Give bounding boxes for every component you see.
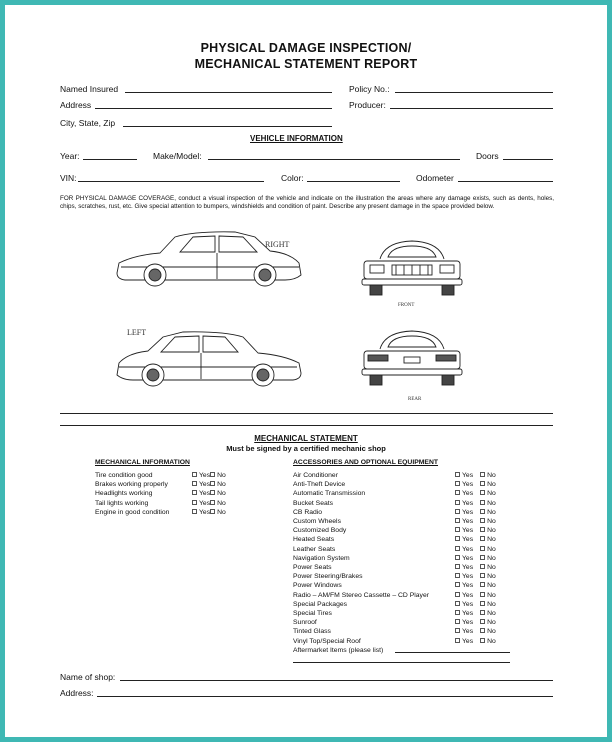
yes-checkbox[interactable]: [455, 535, 473, 544]
form-title-line-1: PHYSICAL DAMAGE INSPECTION/: [200, 41, 412, 55]
checkbox-square-icon[interactable]: [455, 536, 460, 541]
checkbox-square-icon[interactable]: [480, 638, 485, 643]
yes-checkbox[interactable]: [455, 554, 473, 563]
checkbox-square-icon[interactable]: [192, 481, 197, 486]
rear-view-label: REAR: [408, 397, 422, 402]
accessory-row: [293, 554, 496, 563]
accessory-row: [293, 508, 496, 517]
damage-description-line-2[interactable]: [60, 425, 553, 426]
info-row: [95, 480, 226, 489]
yes-checkbox[interactable]: [192, 489, 210, 498]
checkbox-square-icon[interactable]: [455, 490, 460, 495]
checkbox-square-icon[interactable]: [480, 555, 485, 560]
checkbox-square-icon[interactable]: [455, 628, 460, 633]
checkbox-square-icon[interactable]: [192, 472, 197, 477]
checkbox-square-icon[interactable]: [210, 509, 215, 514]
no-option-label: No: [487, 545, 496, 553]
make-model-field[interactable]: [208, 151, 460, 160]
checkbox-square-icon[interactable]: [192, 500, 197, 505]
mechanical-statement-heading: MECHANICAL STATEMENT: [254, 434, 358, 443]
accessory-label: Power Steering/Brakes: [293, 573, 363, 581]
no-checkbox[interactable]: [480, 581, 496, 590]
info-row: [95, 499, 226, 508]
info-label: Brakes working properly: [95, 481, 168, 489]
mechanical-info-list: [95, 471, 226, 517]
yes-checkbox[interactable]: [192, 480, 210, 489]
no-checkbox[interactable]: [480, 609, 496, 618]
accessory-row: [293, 535, 496, 544]
checkbox-square-icon[interactable]: [210, 472, 215, 477]
policy-no-label: Policy No.:: [349, 84, 390, 94]
yes-checkbox[interactable]: [455, 618, 473, 627]
no-checkbox[interactable]: [480, 508, 496, 517]
yes-option-label: Yes: [462, 472, 474, 479]
accessory-row: [293, 618, 496, 627]
checkbox-square-icon[interactable]: [480, 546, 485, 551]
accessory-label: Customized Body: [293, 527, 347, 535]
accessory-label: Automatic Transmission: [293, 490, 366, 498]
accessory-row: [293, 489, 496, 498]
no-option-label: No: [487, 637, 496, 645]
checkbox-square-icon[interactable]: [455, 546, 460, 551]
checkbox-square-icon[interactable]: [192, 509, 197, 514]
yes-checkbox[interactable]: [455, 627, 473, 636]
info-label: Tire condition good: [95, 472, 153, 479]
no-checkbox[interactable]: [480, 480, 496, 489]
accessory-label: Leather Seats: [293, 545, 336, 553]
form-page: [5, 5, 607, 737]
no-option-label: No: [217, 490, 226, 498]
checkbox-square-icon[interactable]: [480, 582, 485, 587]
accessory-label: Radio – AM/FM Stereo Cassette – CD Player: [293, 591, 429, 599]
yes-checkbox[interactable]: [192, 508, 210, 517]
checkbox-square-icon[interactable]: [480, 490, 485, 495]
no-checkbox[interactable]: [480, 563, 496, 572]
checkbox-square-icon[interactable]: [455, 582, 460, 587]
yes-option-label: Yes: [199, 490, 211, 498]
address-field[interactable]: [95, 100, 332, 109]
yes-checkbox[interactable]: [455, 480, 473, 489]
yes-option-label: Yes: [462, 554, 474, 562]
yes-checkbox[interactable]: [455, 563, 473, 572]
checkbox-square-icon[interactable]: [210, 481, 215, 486]
yes-checkbox[interactable]: [455, 591, 473, 600]
accessory-label: Tinted Glass: [293, 628, 331, 636]
no-checkbox[interactable]: [480, 526, 496, 535]
no-option-label: No: [487, 499, 496, 507]
yes-checkbox[interactable]: [455, 508, 473, 517]
car-front-view: [362, 241, 462, 295]
year-label: Year:: [60, 151, 80, 161]
named-insured-label: Named Insured: [60, 84, 119, 94]
right-view-label: RIGHT: [265, 240, 290, 249]
yes-checkbox[interactable]: [455, 581, 473, 590]
yes-option-label: Yes: [462, 490, 474, 498]
no-checkbox[interactable]: [480, 517, 496, 526]
yes-option-label: Yes: [462, 518, 474, 526]
yes-option-label: Yes: [462, 619, 474, 627]
no-option-label: No: [487, 536, 496, 544]
yes-option-label: Yes: [462, 637, 474, 645]
accessory-label: Anti-Theft Device: [293, 481, 346, 489]
checkbox-square-icon[interactable]: [455, 509, 460, 514]
no-option-label: No: [217, 499, 226, 507]
yes-option-label: Yes: [199, 481, 211, 489]
damage-description-line-1[interactable]: [60, 413, 553, 414]
no-option-label: No: [217, 508, 226, 516]
checkbox-square-icon[interactable]: [455, 555, 460, 560]
accessory-row: [293, 600, 496, 609]
checkbox-square-icon[interactable]: [480, 500, 485, 505]
yes-option-label: Yes: [462, 527, 474, 535]
aftermarket-items-field-2[interactable]: [293, 655, 510, 663]
address-label: Address: [60, 100, 92, 110]
left-view-label: LEFT: [127, 328, 147, 337]
accessory-label: Custom Wheels: [293, 518, 341, 526]
checkbox-square-icon[interactable]: [480, 564, 485, 569]
checkbox-square-icon[interactable]: [480, 481, 485, 486]
info-label: Engine in good condition: [95, 508, 170, 516]
checkbox-square-icon[interactable]: [480, 573, 485, 578]
yes-option-label: Yes: [462, 545, 474, 553]
accessory-row: [293, 563, 496, 572]
color-label: Color:: [281, 173, 304, 183]
checkbox-square-icon[interactable]: [480, 527, 485, 532]
yes-option-label: Yes: [199, 508, 211, 516]
mechanical-statement-subheading: Must be signed by a certified mechanic shop: [226, 444, 386, 453]
no-option-label: No: [487, 600, 496, 608]
yes-checkbox[interactable]: [455, 545, 473, 554]
yes-checkbox[interactable]: [455, 526, 473, 535]
no-option-label: No: [487, 481, 496, 489]
no-option-label: No: [487, 472, 496, 479]
yes-checkbox[interactable]: [455, 572, 473, 581]
checkbox-square-icon[interactable]: [455, 592, 460, 597]
no-checkbox[interactable]: [210, 480, 226, 489]
no-checkbox[interactable]: [480, 471, 496, 480]
accessory-row: [293, 591, 496, 600]
checkbox-square-icon[interactable]: [192, 490, 197, 495]
no-checkbox[interactable]: [480, 499, 496, 508]
policy-no-field[interactable]: [395, 84, 553, 93]
no-option-label: No: [487, 564, 496, 572]
accessory-label: Special Tires: [293, 610, 332, 618]
no-checkbox[interactable]: [480, 489, 496, 498]
inspection-instructions: FOR PHYSICAL DAMAGE COVERAGE, conduct a visual inspection of the vehicle and indicate on the illustration the areas where any damage exists, such as dents, holes, chips, scratches, rust, etc. Give special attention to bumpers, windshields and condition of paint. Describe any present damage in the space provided below.: [60, 195, 554, 211]
no-checkbox[interactable]: [210, 499, 226, 508]
accessory-label: Special Packages: [293, 600, 348, 608]
accessory-label: Power Seats: [293, 564, 332, 572]
accessory-row: [293, 517, 496, 526]
yes-checkbox[interactable]: [455, 517, 473, 526]
checkbox-square-icon[interactable]: [210, 490, 215, 495]
producer-field[interactable]: [390, 100, 553, 109]
front-view-label: FRONT: [398, 303, 415, 308]
accessory-row: [293, 609, 496, 618]
accessory-row: [293, 581, 496, 590]
make-model-label: Make/Model:: [153, 151, 202, 161]
no-checkbox[interactable]: [210, 508, 226, 517]
yes-option-label: Yes: [462, 508, 474, 516]
no-option-label: No: [487, 518, 496, 526]
info-row: [95, 489, 226, 498]
yes-checkbox[interactable]: [455, 600, 473, 609]
checkbox-square-icon[interactable]: [455, 527, 460, 532]
checkbox-square-icon[interactable]: [455, 564, 460, 569]
named-insured-field[interactable]: [125, 84, 332, 93]
yes-option-label: Yes: [462, 499, 474, 507]
no-checkbox[interactable]: [210, 489, 226, 498]
vehicle-damage-diagram[interactable]: [105, 225, 485, 405]
accessory-label: Bucket Seats: [293, 499, 334, 507]
yes-option-label: Yes: [199, 499, 211, 507]
accessory-label: Air Conditioner: [293, 472, 338, 479]
car-rear-view: [362, 331, 462, 385]
accessory-row: [293, 627, 496, 636]
car-left-side: [117, 332, 301, 386]
accessories-list: [293, 471, 496, 646]
accessory-row: [293, 526, 496, 535]
yes-checkbox[interactable]: [192, 499, 210, 508]
no-option-label: No: [487, 591, 496, 599]
no-option-label: No: [487, 490, 496, 498]
form-title-line-2: MECHANICAL STATEMENT REPORT: [194, 57, 418, 71]
checkbox-square-icon[interactable]: [455, 472, 460, 477]
checkbox-square-icon[interactable]: [480, 610, 485, 615]
checkbox-square-icon[interactable]: [455, 518, 460, 523]
accessories-heading: ACCESSORIES AND OPTIONAL EQUIPMENT: [293, 459, 439, 466]
no-option-label: No: [487, 628, 496, 636]
yes-checkbox[interactable]: [455, 489, 473, 498]
checkbox-square-icon[interactable]: [480, 518, 485, 523]
info-row: [95, 508, 226, 517]
accessory-label: Heated Seats: [293, 536, 335, 544]
vin-field[interactable]: [78, 173, 264, 182]
no-option-label: No: [217, 472, 226, 479]
checkbox-square-icon[interactable]: [480, 601, 485, 606]
doors-field[interactable]: [503, 151, 553, 160]
no-option-label: No: [487, 610, 496, 618]
no-checkbox[interactable]: [480, 545, 496, 554]
yes-option-label: Yes: [462, 591, 474, 599]
no-option-label: No: [487, 508, 496, 516]
no-option-label: No: [487, 554, 496, 562]
yes-checkbox[interactable]: [455, 499, 473, 508]
checkbox-square-icon[interactable]: [480, 472, 485, 477]
info-label: Headlights working: [95, 490, 153, 498]
yes-option-label: Yes: [462, 564, 474, 572]
checkbox-square-icon[interactable]: [480, 592, 485, 597]
yes-option-label: Yes: [462, 582, 474, 590]
odometer-field[interactable]: [458, 173, 553, 182]
checkbox-square-icon[interactable]: [455, 481, 460, 486]
info-label: Tail lights working: [95, 499, 149, 507]
checkbox-square-icon[interactable]: [480, 619, 485, 624]
checkbox-square-icon[interactable]: [455, 638, 460, 643]
doors-label: Doors: [476, 151, 499, 161]
shop-name-field[interactable]: [120, 672, 553, 681]
checkbox-square-icon[interactable]: [455, 610, 460, 615]
accessory-label: Navigation System: [293, 554, 350, 562]
checkbox-square-icon[interactable]: [210, 500, 215, 505]
year-field[interactable]: [83, 151, 137, 160]
yes-option-label: Yes: [462, 481, 474, 489]
accessory-label: CB Radio: [293, 508, 323, 516]
accessory-row: [293, 499, 496, 508]
accessory-label: Sunroof: [293, 619, 317, 627]
no-option-label: No: [487, 527, 496, 535]
yes-checkbox[interactable]: [455, 471, 473, 480]
no-checkbox[interactable]: [210, 471, 226, 480]
accessory-row: [293, 572, 496, 581]
accessory-label: Vinyl Top/Special Roof: [293, 637, 361, 645]
no-option-label: No: [217, 481, 226, 489]
yes-checkbox[interactable]: [192, 471, 210, 480]
no-option-label: No: [487, 582, 496, 590]
checkbox-square-icon[interactable]: [455, 619, 460, 624]
no-option-label: No: [487, 573, 496, 581]
yes-option-label: Yes: [462, 610, 474, 618]
accessory-row: [293, 471, 496, 480]
vin-label: VIN:: [60, 173, 77, 183]
producer-label: Producer:: [349, 100, 386, 110]
accessory-row: [293, 480, 496, 489]
no-checkbox[interactable]: [480, 591, 496, 600]
checkbox-square-icon[interactable]: [455, 573, 460, 578]
checkbox-square-icon[interactable]: [480, 628, 485, 633]
city-state-zip-label: City, State, Zip: [60, 118, 116, 128]
accessory-row: [293, 545, 496, 554]
no-checkbox[interactable]: [480, 618, 496, 627]
no-checkbox[interactable]: [480, 554, 496, 563]
odometer-label: Odometer: [416, 173, 454, 183]
yes-option-label: Yes: [199, 472, 211, 479]
yes-option-label: Yes: [462, 536, 474, 544]
shop-address-field[interactable]: [97, 688, 553, 697]
yes-option-label: Yes: [462, 573, 474, 581]
vehicle-info-heading: VEHICLE INFORMATION: [250, 134, 343, 143]
checkbox-square-icon[interactable]: [480, 536, 485, 541]
checkbox-square-icon[interactable]: [455, 601, 460, 606]
city-state-zip-field[interactable]: [123, 118, 332, 127]
yes-option-label: Yes: [462, 628, 474, 636]
aftermarket-items-label: Aftermarket Items (please list): [293, 647, 384, 654]
shop-address-label: Address:: [60, 688, 94, 698]
color-field[interactable]: [307, 173, 400, 182]
info-row: [95, 471, 226, 480]
aftermarket-items-field-1[interactable]: [395, 645, 510, 653]
checkbox-square-icon[interactable]: [480, 509, 485, 514]
yes-option-label: Yes: [462, 600, 474, 608]
no-checkbox[interactable]: [480, 627, 496, 636]
no-checkbox[interactable]: [480, 572, 496, 581]
checkbox-square-icon[interactable]: [455, 500, 460, 505]
no-checkbox[interactable]: [480, 600, 496, 609]
no-checkbox[interactable]: [480, 535, 496, 544]
yes-checkbox[interactable]: [455, 609, 473, 618]
mechanical-info-heading: MECHANICAL INFORMATION: [95, 459, 190, 466]
no-option-label: No: [487, 619, 496, 627]
shop-name-label: Name of shop:: [60, 672, 116, 682]
accessory-label: Power Windows: [293, 582, 342, 590]
